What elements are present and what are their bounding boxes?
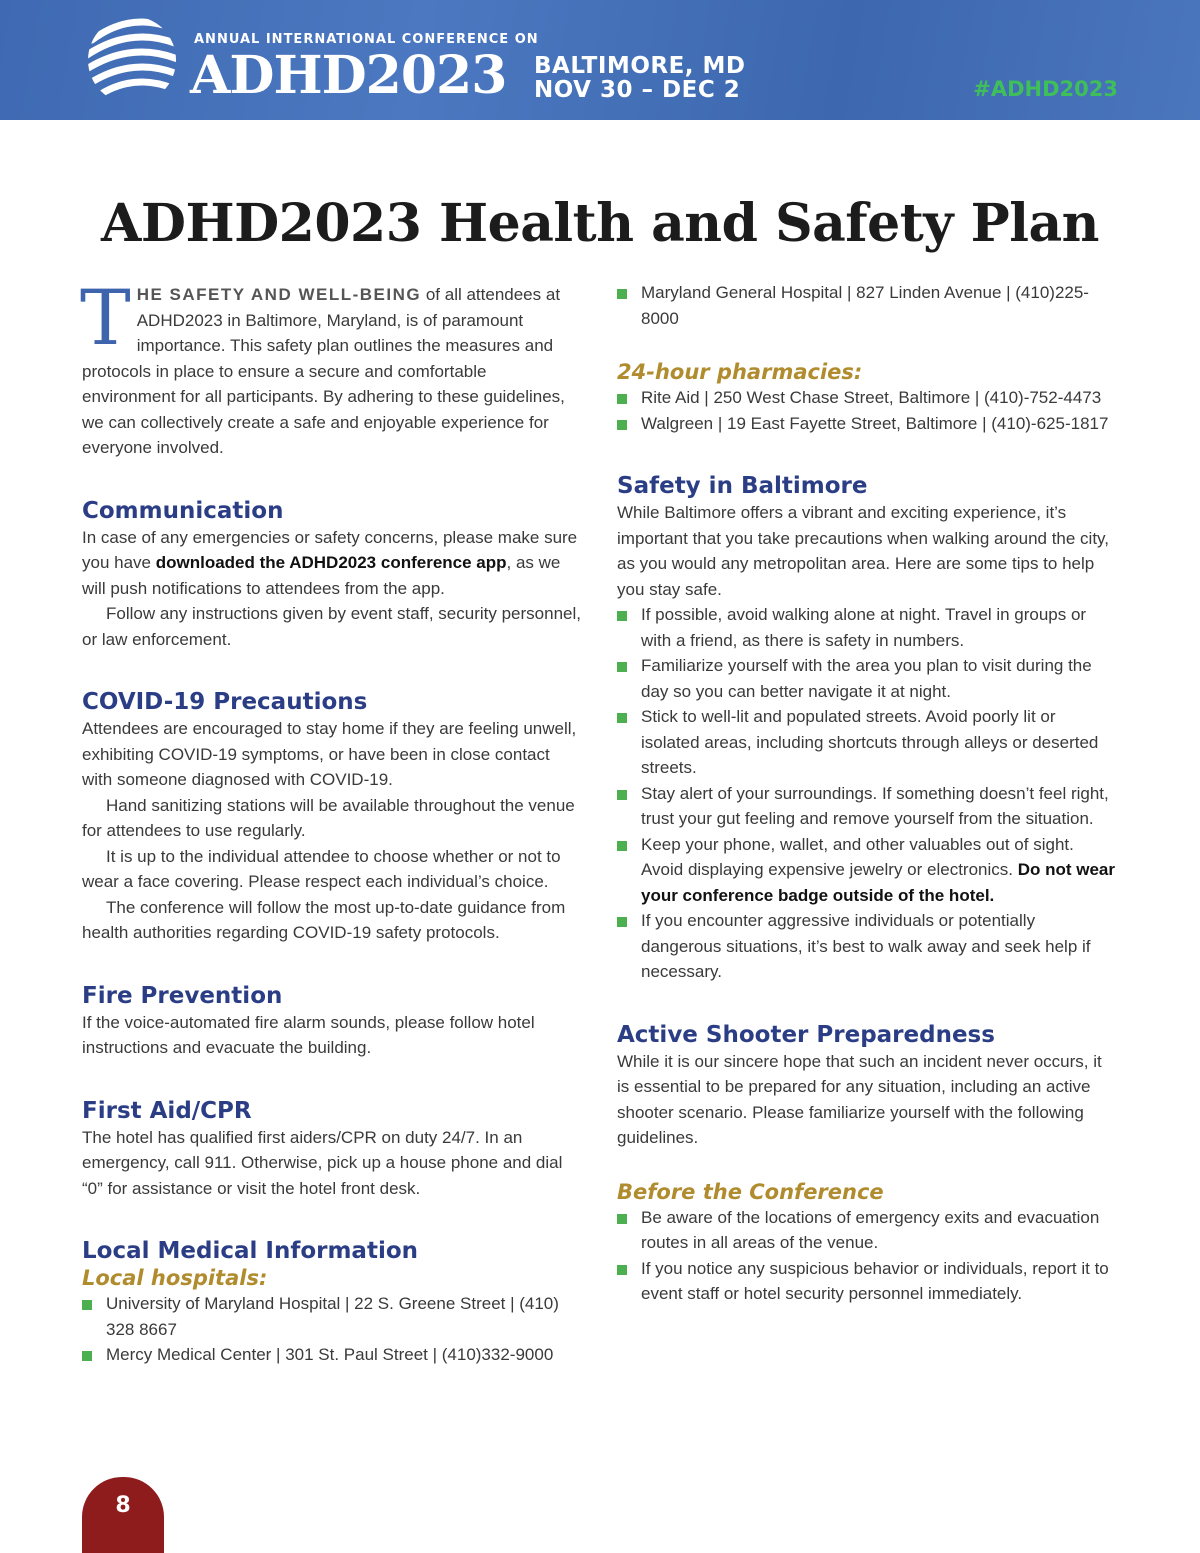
list-item xyxy=(617,280,1117,331)
list-item xyxy=(617,1256,1117,1307)
bullet-square-icon xyxy=(617,917,627,927)
bullet-square-icon xyxy=(617,841,627,851)
baltimore-paragraph: While Baltimore offers a vibrant and exciting experience, it’s important that you take precautions when walking around the city, as you would any metropolitan area. Here are some tips to help you stay safe. xyxy=(617,503,1110,599)
pharmacies-heading: 24-hour pharmacies: xyxy=(617,360,863,384)
active-shooter-section xyxy=(617,1021,1117,1151)
communication-paragraph-1 xyxy=(82,525,582,602)
communication-text: In case of any emergencies or safety concerns, please make sure you have xyxy=(82,527,578,572)
tip-text: Stay alert of your surroundings. If something doesn’t feel right, trust your gut feeling and remove yourself from the situation. xyxy=(641,783,1109,828)
conference-name: ANNUAL INTERNATIONAL CONFERENCE ON xyxy=(194,32,539,47)
bullet-square-icon xyxy=(617,790,627,800)
hospital-list-continued xyxy=(617,280,1117,331)
tip-text: Keep your phone, wallet, and other valuables out of sight. Avoid displaying expensive jewelry or electronics. xyxy=(641,834,1074,879)
covid-section xyxy=(82,688,582,946)
guideline-text: Be aware of the locations of emergency exits and evacuation routes in all areas of the venue. xyxy=(641,1207,1100,1252)
before-conference-list xyxy=(617,1205,1117,1307)
baltimore-tips-list xyxy=(617,602,1117,985)
pharmacies-section xyxy=(617,359,1117,436)
bullet-square-icon xyxy=(82,1300,92,1310)
covid-paragraph-1: Attendees are encouraged to stay home if they are feeling unwell, exhibiting COVID-19 symptoms, or have been in close contact with someone diagnosed with COVID-19. xyxy=(82,719,577,789)
list-item xyxy=(617,411,1117,437)
medical-heading: Local Medical Information xyxy=(82,1238,419,1264)
hospital-entry: Mercy Medical Center | 301 St. Paul Street | (410)332-9000 xyxy=(106,1345,554,1364)
list-item xyxy=(617,1205,1117,1256)
covid-paragraph-2: Hand sanitizing stations will be available throughout the venue for attendees to use regularly. xyxy=(82,795,575,840)
bullet-square-icon xyxy=(617,662,627,672)
pharmacy-entry: Rite Aid | 250 West Chase Street, Baltimore | (410)-752-4473 xyxy=(641,388,1102,407)
active-shooter-heading: Active Shooter Preparedness xyxy=(617,1021,995,1048)
intro-lead: HE SAFETY AND WELL-BEING xyxy=(136,285,422,304)
tip-text: Stick to well-lit and populated streets. Avoid poorly lit or isolated areas, including shortcuts through alleys or deserted streets. xyxy=(641,707,1099,777)
first-aid-paragraph: The hotel has qualified first aiders/CPR on duty 24/7. In an emergency, call 911. Otherwise, pick up a house phone and dial “0” for assistance or visit the hotel front desk. xyxy=(82,1127,563,1198)
active-shooter-paragraph: While it is our sincere hope that such an incident never occurs, it is essential to be prepared for any situation, including an active shooter scenario. Please familiarize yourself with the following guidelines. xyxy=(617,1051,1102,1147)
fire-section xyxy=(82,982,582,1061)
page-number: 8 xyxy=(115,1493,131,1518)
bullet-square-icon xyxy=(617,1214,627,1224)
baltimore-heading: Safety in Baltimore xyxy=(617,473,868,499)
guideline-text: If you notice any suspicious behavior or individuals, report it to event staff or hotel security personnel immediately. xyxy=(641,1258,1109,1303)
app-download-note: downloaded the ADHD2023 conference app xyxy=(155,553,507,572)
left-column xyxy=(80,273,582,1368)
list-item xyxy=(617,704,1117,781)
conference-hashtag: #ADHD2023 xyxy=(973,77,1118,101)
list-item xyxy=(617,832,1117,909)
list-item xyxy=(617,908,1117,985)
pharmacy-list xyxy=(617,385,1117,436)
first-aid-section xyxy=(82,1097,582,1202)
communication-text-end: , as we will push notifications to attendees from the app. xyxy=(82,553,561,598)
first-aid-heading: First Aid/CPR xyxy=(82,1097,252,1124)
list-item xyxy=(617,653,1117,704)
list-item xyxy=(617,385,1117,411)
fire-paragraph: If the voice-automated fire alarm sounds, please follow hotel instructions and evacuate the building. xyxy=(82,1012,535,1057)
list-item xyxy=(82,1291,582,1342)
bullet-square-icon xyxy=(617,289,627,299)
right-column xyxy=(617,280,1117,1307)
hospital-entry: University of Maryland Hospital | 22 S. Greene Street | (410) 328 8667 xyxy=(106,1294,559,1339)
hospital-entry: Maryland General Hospital | 827 Linden Avenue | (410)225-8000 xyxy=(641,283,1089,328)
communication-heading: Communication xyxy=(82,497,284,524)
conference-dates: NOV 30 – DEC 2 xyxy=(534,77,741,103)
intro-paragraph xyxy=(80,273,582,461)
tip-text: If possible, avoid walking alone at night. Travel in groups or with a friend, as there is safety in numbers. xyxy=(641,605,1087,650)
drop-cap: T xyxy=(80,273,131,362)
list-item xyxy=(617,602,1117,653)
hospital-list xyxy=(82,1291,582,1368)
covid-paragraph-4: The conference will follow the most up-to-date guidance from health authorities regarding COVID-19 safety protocols. xyxy=(82,897,566,942)
bullet-square-icon xyxy=(617,1265,627,1275)
bullet-square-icon xyxy=(82,1351,92,1361)
badge-warning: Do not wear your conference badge outside of the hotel. xyxy=(641,860,1116,905)
bullet-square-icon xyxy=(617,611,627,621)
intro-text: of all attendees at ADHD2023 in Baltimore, Maryland, is of paramount importance. This safety plan outlines the measures and protocols in place to ensure a secure and comfortable environment for all participants. By adhering to these guidelines, we can collectively create a safe and enjoyable experience for everyone involved. xyxy=(82,285,565,457)
page-title: ADHD2023 Health and Safety Plan xyxy=(101,193,1099,254)
covid-paragraph-3: It is up to the individual attendee to choose whether or not to wear a face covering. Please respect each individual’s choice. xyxy=(82,846,561,891)
fire-heading: Fire Prevention xyxy=(82,982,283,1009)
before-conference-section xyxy=(617,1179,1117,1307)
conference-banner xyxy=(0,0,1200,120)
bullet-square-icon xyxy=(617,713,627,723)
page-number-tab xyxy=(82,1477,164,1553)
pharmacy-entry: Walgreen | 19 East Fayette Street, Baltimore | (410)-625-1817 xyxy=(641,413,1109,433)
list-item xyxy=(82,1342,582,1368)
medical-section xyxy=(82,1237,582,1368)
tip-text: Familiarize yourself with the area you plan to visit during the day so you can better navigate it at night. xyxy=(641,656,1092,701)
baltimore-section xyxy=(617,472,1117,985)
hospitals-heading: Local hospitals: xyxy=(82,1266,268,1290)
globe-logo-icon xyxy=(82,10,182,110)
conference-city: BALTIMORE, MD xyxy=(534,53,746,79)
list-item xyxy=(617,781,1117,832)
before-conference-heading: Before the Conference xyxy=(617,1179,884,1204)
communication-paragraph-2: Follow any instructions given by event staff, security personnel, or law enforcement. xyxy=(82,604,581,649)
tip-text: If you encounter aggressive individuals or potentially dangerous situations, it’s best to walk away and seek help if necessary. xyxy=(641,911,1091,981)
communication-section xyxy=(82,497,582,653)
covid-heading: COVID-19 Precautions xyxy=(82,689,368,715)
conference-year: ADHD2023 xyxy=(190,45,507,106)
bullet-square-icon xyxy=(617,394,627,404)
bullet-square-icon xyxy=(617,420,627,430)
